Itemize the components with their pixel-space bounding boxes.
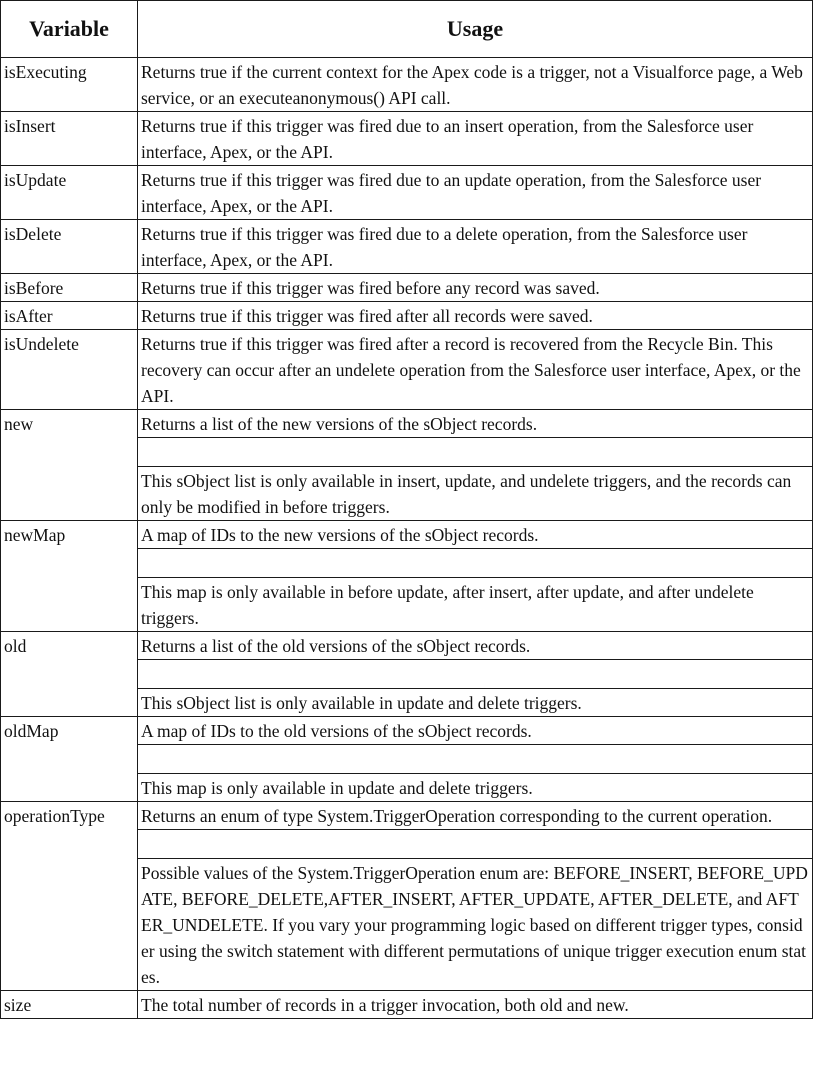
variable-cell: isInsert: [1, 112, 138, 166]
table-row: [1, 521, 813, 549]
table-row: [1, 220, 813, 274]
usage-cell: Returns true if this trigger was fired before any record was saved.: [138, 274, 813, 302]
table-row: [1, 802, 813, 830]
table-row: [1, 330, 813, 410]
variable-cell: old: [1, 632, 138, 717]
variable-cell: isDelete: [1, 220, 138, 274]
table-row: [1, 410, 813, 438]
usage-cell: Returns true if this trigger was fired due to an update operation, from the Salesforce user interface, Apex, or the API.: [138, 166, 813, 220]
usage-blank-cell: [138, 549, 813, 578]
variable-cell: oldMap: [1, 717, 138, 802]
usage-cell: Possible values of the System.TriggerOperation enum are: BEFORE_INSERT, BEFORE_UPDATE, BEFORE_DELETE,AFTER_INSERT, AFTER_UPDATE, AFTER_DELETE, and AFTER_UNDELETE. If you vary your programming logic based on different trigger types, consider using the switch statement with different permutations of unique trigger execution enum states.: [138, 859, 813, 991]
usage-cell: This sObject list is only available in update and delete triggers.: [138, 689, 813, 717]
variable-cell: newMap: [1, 521, 138, 632]
table-body: [1, 58, 813, 1019]
variable-cell: isAfter: [1, 302, 138, 330]
usage-cell: This map is only available in update and delete triggers.: [138, 774, 813, 802]
table-row: [1, 632, 813, 660]
table-row: [1, 991, 813, 1019]
usage-cell: This sObject list is only available in insert, update, and undelete triggers, and the records can only be modified in before triggers.: [138, 467, 813, 521]
usage-cell: Returns true if this trigger was fired due to an insert operation, from the Salesforce user interface, Apex, or the API.: [138, 112, 813, 166]
variable-cell: isBefore: [1, 274, 138, 302]
usage-cell: Returns a list of the old versions of the sObject records.: [138, 632, 813, 660]
table-row: [1, 112, 813, 166]
usage-blank-cell: [138, 745, 813, 774]
usage-cell: Returns an enum of type System.TriggerOperation corresponding to the current operation.: [138, 802, 813, 830]
table-row: [1, 274, 813, 302]
table-row: [1, 58, 813, 112]
usage-cell: Returns true if this trigger was fired due to a delete operation, from the Salesforce user interface, Apex, or the API.: [138, 220, 813, 274]
variable-cell: new: [1, 410, 138, 521]
variable-cell: operationType: [1, 802, 138, 991]
usage-cell: Returns a list of the new versions of the sObject records.: [138, 410, 813, 438]
usage-cell: Returns true if this trigger was fired after all records were saved.: [138, 302, 813, 330]
header-row: [1, 1, 813, 58]
usage-cell: This map is only available in before update, after insert, after update, and after undelete triggers.: [138, 578, 813, 632]
usage-cell: Returns true if the current context for the Apex code is a trigger, not a Visualforce page, a Web service, or an executeanonymous() API call.: [138, 58, 813, 112]
variable-cell: isUpdate: [1, 166, 138, 220]
header-usage: Usage: [138, 1, 813, 58]
variable-cell: isExecuting: [1, 58, 138, 112]
usage-cell: A map of IDs to the old versions of the sObject records.: [138, 717, 813, 745]
usage-cell: Returns true if this trigger was fired after a record is recovered from the Recycle Bin. This recovery can occur after an undelete operation from the Salesforce user interface, Apex, or the API.: [138, 330, 813, 410]
usage-blank-cell: [138, 660, 813, 689]
usage-blank-cell: [138, 830, 813, 859]
variable-cell: isUndelete: [1, 330, 138, 410]
table-row: [1, 302, 813, 330]
usage-cell: A map of IDs to the new versions of the sObject records.: [138, 521, 813, 549]
header-variable: Variable: [1, 1, 138, 58]
usage-cell: The total number of records in a trigger invocation, both old and new.: [138, 991, 813, 1019]
table-row: [1, 717, 813, 745]
table-row: [1, 166, 813, 220]
variable-cell: size: [1, 991, 138, 1019]
usage-blank-cell: [138, 438, 813, 467]
